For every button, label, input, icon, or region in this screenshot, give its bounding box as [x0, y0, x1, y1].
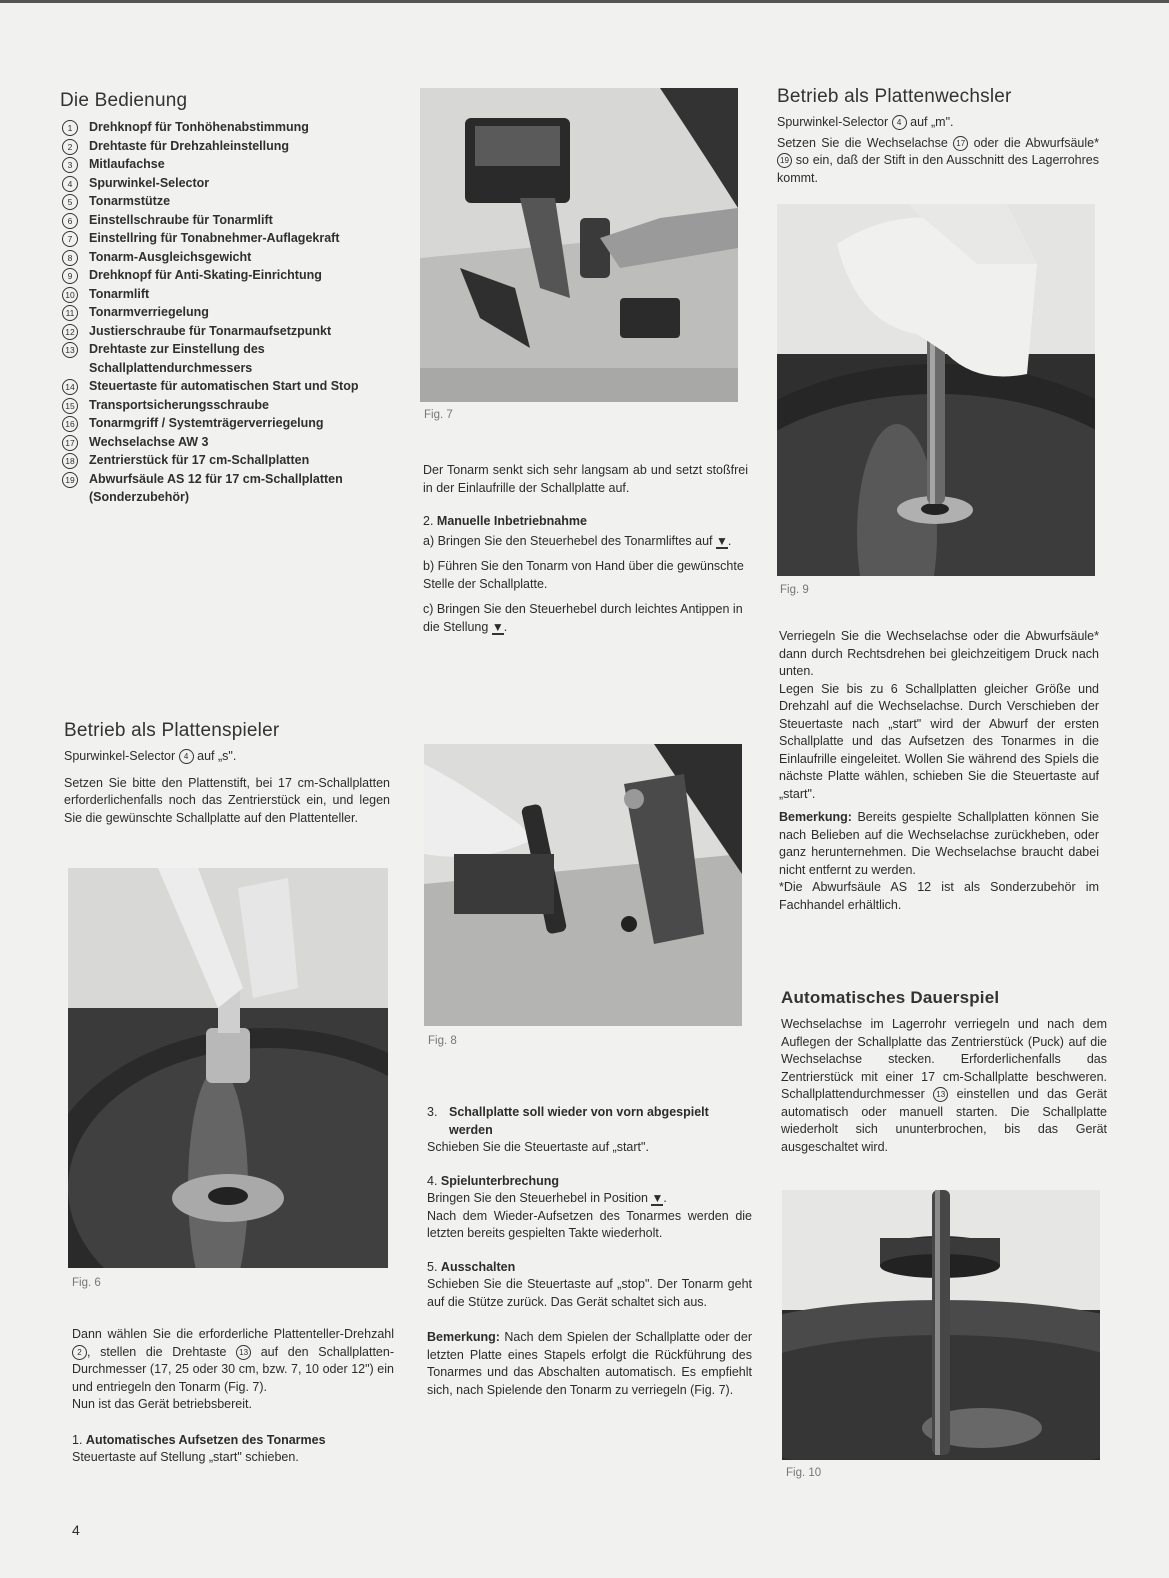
after-fig6-text [72, 1326, 394, 1467]
step3-text: Schieben Sie die Steuertaste auf „start". [427, 1140, 649, 1154]
step2-num: 2. [423, 514, 434, 528]
player-section [64, 720, 390, 827]
lowering-text: Der Tonarm senkt sich sehr langsam ab und setzt stoßfrei in der Einlaufrille der Schallplatte auf. [423, 463, 748, 495]
part-number: 18 [62, 453, 78, 469]
auto-n: 13 [933, 1087, 948, 1102]
footnote: *Die Abwurfsäule AS 12 ist als Sonderzubehör im Fachhandel erhältlich. [779, 880, 1099, 912]
page-number: 4 [72, 1522, 80, 1538]
fig8-caption: Fig. 8 [428, 1035, 457, 1047]
pause-symbol-icon: ▼ [651, 1191, 664, 1205]
part-label: Zentrierstück für 17 cm-Schallplatten [89, 453, 310, 467]
part-label: Einstellring für Tonabnehmer-Auflagekraft [89, 231, 340, 245]
fig8-photo [424, 744, 742, 1026]
auto-text [781, 1016, 1107, 1156]
part-number: 16 [62, 416, 78, 432]
part-number: 1 [62, 120, 78, 136]
fig10-caption: Fig. 10 [786, 1467, 822, 1479]
fig7-caption: Fig. 7 [424, 409, 453, 421]
part-item [60, 211, 390, 230]
right-text-middle [779, 628, 1099, 914]
part-label: Drehknopf für Anti-Skating-Einrichtung [89, 268, 322, 282]
changer-n1: 17 [953, 136, 968, 151]
changer-selector-line [777, 114, 1099, 132]
part-item [60, 285, 390, 304]
section-title-dauerspiel: Automatisches Dauerspiel [781, 988, 1000, 1007]
part-label: Drehtaste für Drehzahleinstellung [89, 138, 290, 153]
part-number: 9 [62, 268, 78, 284]
part-label: Tonarmstütze [89, 194, 171, 208]
part-number: 14 [62, 379, 78, 395]
part-number: 2 [62, 139, 78, 155]
step2-a: a) Bringen Sie den Steuerhebel des Tonarmliftes auf ▼. [423, 533, 732, 548]
middle-text-bottom [427, 1104, 752, 1399]
auto-b: einstellen und das Gerät automatisch oder manuell starten. Die Schallplatte wiederholt sich ununterbrochen, bis das Gerät ausgeschaltet wird. [781, 1087, 1107, 1154]
changer-n2: 19 [777, 153, 792, 168]
part-number: 19 [62, 472, 78, 488]
part-item [60, 303, 390, 322]
part-number: 13 [62, 342, 78, 358]
step1-title: Automatisches Aufsetzen des Tonarmes [85, 1432, 326, 1447]
after-fig6-paragraph [72, 1326, 394, 1396]
part-item [60, 229, 390, 248]
step2-c-text: c) Bringen Sie den Steuerhebel durch leichtes Antippen in die Stellung [423, 602, 743, 634]
step5-title: Ausschalten [440, 1259, 516, 1274]
part-item [60, 340, 390, 377]
changer-a: Setzen Sie die Wechselachse [777, 135, 948, 150]
auto-a: Wechselachse im Lagerrohr verriegeln und nach dem Auflegen der Schallplatte das Zentrierstück (Puck) auf die Wechselachse stecken. Erforderlichenfalls das Zentrierstück mit einer 17 cm-Schallplatte beschweren. Schallplattendurchmesser [781, 1017, 1107, 1101]
player-selector-line [64, 748, 390, 766]
middle-remark [427, 1329, 752, 1399]
lock-text: Verriegeln Sie die Wechselachse oder die Abwurfsäule* dann durch Rechtsdrehen bei gleichzeitigem Druck nach unten. [779, 629, 1099, 678]
right-remark-text: Bereits gespielte Schallplatten können Sie nach Belieben auf die Wechselachse zurückheben, oder ganz herunternehmen. Die Wechselachse braucht dabei nicht entfernt zu werden. [779, 810, 1099, 877]
step1-heading [72, 1432, 394, 1450]
part-item [60, 118, 390, 137]
step3-num: 3. [427, 1105, 438, 1119]
after-fig6-n1: 2 [72, 1345, 87, 1360]
part-label: Abwurfsäule AS 12 für 17 cm-Schallplatten (Sonderzubehör) [89, 471, 343, 504]
changer-c: so ein, daß der Stift in den Ausschnitt des Lagerrohres kommt. [777, 153, 1099, 185]
part-item [60, 396, 390, 415]
step2-heading [423, 513, 748, 531]
right-remark [779, 809, 1099, 879]
part-item [60, 137, 390, 156]
part-number: 10 [62, 287, 78, 303]
part-number: 5 [62, 194, 78, 210]
fig9-caption: Fig. 9 [780, 584, 809, 596]
part-item [60, 248, 390, 267]
part-item [60, 155, 390, 174]
player-text: Setzen Sie bitte den Plattenstift, bei 17 cm-Schallplatten erforderlichenfalls noch das Zentrierstück ein, und legen Sie die gewünschte Schallplatte auf den Plattenteller. [64, 775, 390, 825]
auto-section [781, 988, 1107, 1156]
part-label: Tonarmgriff / Systemträgerverriegelung [89, 416, 324, 430]
step4-title: Spielunterbrechung [440, 1173, 559, 1188]
part-number: 8 [62, 250, 78, 266]
top-rule [0, 0, 1169, 3]
changer-text [777, 135, 1099, 188]
fig6-photo [68, 868, 388, 1268]
part-item [60, 433, 390, 452]
right-remark-label: Bemerkung: [779, 810, 852, 824]
step1-text: Steuertaste auf Stellung „start" schieben. [72, 1450, 299, 1464]
step2-c: c) Bringen Sie den Steuerhebel durch leichtes Antippen in die Stellung ▼. [423, 602, 743, 634]
player-selector-pre: Spurwinkel-Selector [64, 749, 176, 763]
after-fig6-d: Nun ist das Gerät betriebsbereit. [72, 1397, 252, 1411]
part-number: 11 [62, 305, 78, 321]
part-label: Spurwinkel-Selector [89, 175, 210, 190]
part-item [60, 174, 390, 193]
part-label: Tonarmlift [89, 286, 150, 301]
section-title-plattenspieler: Betrieb als Plattenspieler [64, 720, 280, 741]
step4-b: Nach dem Wieder-Aufsetzen des Tonarmes werden die letzten bereits gespielten Takte wiederholt. [427, 1208, 752, 1240]
stack-text: Legen Sie bis zu 6 Schallplatten gleicher Größe und Drehzahl auf die Wechselachse. Durch Verschieben der Steuertaste nach „start" wird der Abwurf der ersten Schallplatte und das Aufsetzen des Tonarmes in die Einlaufrille eingeleitet. Wollen Sie während des Spiels die nächste Platte wählen, schieben Sie die Steuertaste auf „start". [779, 681, 1099, 801]
after-fig6-b: , stellen die Drehtaste [87, 1344, 227, 1359]
player-selector-num: 4 [179, 749, 194, 764]
after-fig6-c: auf den Schallplatten-Durchmesser (17, 25 oder 30 cm, bzw. 7, 10 oder 12") ein und entriegeln den Tonarm (Fig. 7). [72, 1344, 394, 1394]
changer-selector-post: auf „m". [910, 115, 954, 129]
fig9-photo [777, 204, 1095, 576]
part-label: Einstellschraube für Tonarmlift [89, 212, 273, 227]
step4-heading [427, 1173, 752, 1191]
step2-title: Manuelle Inbetriebnahme [436, 514, 587, 528]
part-number: 17 [62, 435, 78, 451]
part-item [60, 451, 390, 470]
lift-symbol-icon: ▼ [491, 619, 504, 634]
player-selector-post: auf „s". [197, 749, 237, 763]
part-label: Steuertaste für automatischen Start und Stop [89, 379, 359, 393]
middle-remark-text: Nach dem Spielen der Schallplatte oder der letzten Platte eines Stapels erfolgt die Rückführung des Tonarmes und das Abschalten automatisch. Es empfiehlt sich, nach Spielende den Tonarm zu verriegeln (Fig. 7). [427, 1330, 752, 1397]
lift-down-symbol-icon: ▼ [716, 533, 728, 548]
changer-section [777, 86, 1099, 187]
part-label: Wechselachse AW 3 [89, 434, 209, 449]
step4-a-text: Bringen Sie den Steuerhebel in Position [427, 1191, 648, 1205]
part-number: 15 [62, 398, 78, 414]
part-number: 7 [62, 231, 78, 247]
part-item [60, 377, 390, 396]
step2-b: b) Führen Sie den Tonarm von Hand über die gewünschte Stelle der Schallplatte. [423, 559, 744, 591]
part-label: Tonarmverriegelung [89, 305, 209, 319]
after-fig6-n2: 13 [236, 1345, 251, 1360]
part-item [60, 470, 390, 507]
changer-b: oder die Abwurfsäule* [973, 135, 1099, 150]
fig7-photo [420, 88, 738, 402]
part-label: Justierschraube für Tonarmaufsetzpunkt [89, 323, 332, 338]
part-item [60, 414, 390, 433]
step5-heading [427, 1259, 752, 1277]
step4-num: 4. [427, 1173, 438, 1188]
step5-num: 5. [427, 1259, 438, 1274]
changer-selector-pre: Spurwinkel-Selector [777, 115, 889, 129]
step5-text: Schieben Sie die Steuertaste auf „stop". Der Tonarm geht auf die Stütze zurück. Das Gerät schaltet sich aus. [427, 1277, 752, 1309]
step3-title: Schallplatte soll wieder von vorn abgespielt werden [449, 1105, 709, 1137]
part-label: Mitlaufachse [89, 157, 165, 171]
part-number: 6 [62, 213, 78, 229]
fig10-photo [782, 1190, 1100, 1460]
parts-section [60, 90, 390, 507]
step1-num: 1. [72, 1432, 83, 1447]
part-number: 12 [62, 324, 78, 340]
part-number: 4 [62, 176, 78, 192]
part-item [60, 266, 390, 285]
middle-text-top [423, 462, 748, 636]
part-item [60, 192, 390, 211]
part-item [60, 322, 390, 341]
after-fig6-a: Dann wählen Sie die erforderliche Plattenteller-Drehzahl [72, 1327, 394, 1341]
part-label: Transportsicherungsschraube [89, 397, 269, 412]
section-title-plattenwechsler: Betrieb als Plattenwechsler [777, 86, 1012, 107]
step4-a: Bringen Sie den Steuerhebel in Position ▼. [427, 1191, 667, 1205]
step3-heading [427, 1104, 752, 1139]
step2-a-text: a) Bringen Sie den Steuerhebel des Tonarmliftes auf [423, 533, 713, 548]
part-label: Drehknopf für Tonhöhenabstimmung [89, 120, 309, 134]
fig6-caption: Fig. 6 [72, 1277, 101, 1289]
part-label: Tonarm-Ausgleichsgewicht [89, 249, 252, 264]
part-label: Drehtaste zur Einstellung des Schallplattendurchmessers [89, 342, 265, 375]
parts-list [60, 118, 390, 507]
section-title-bedienung: Die Bedienung [60, 90, 188, 111]
middle-remark-label: Bemerkung: [427, 1330, 500, 1344]
changer-selector-num: 4 [892, 115, 907, 130]
part-number: 3 [62, 157, 78, 173]
